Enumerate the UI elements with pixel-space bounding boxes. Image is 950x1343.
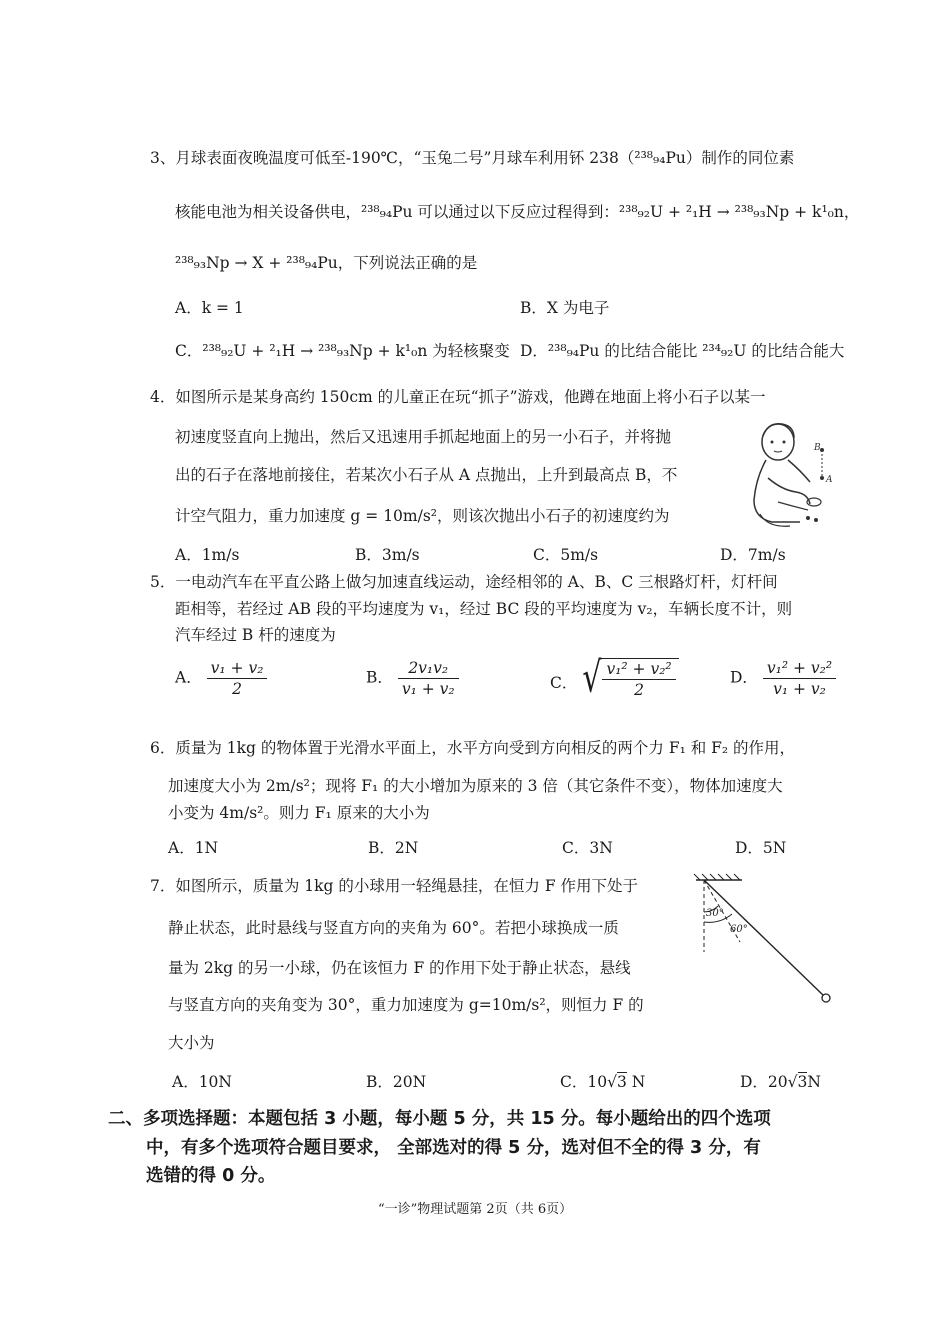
q5-option-b-denominator: v₁ + v₂ xyxy=(401,680,455,698)
q5-option-d-numerator: v₁² + v₂² xyxy=(763,658,836,679)
q3-stem-line2: 核能电池为相关设备供电，²³⁸₉₄Pu 可以通过以下反应过程得到：²³⁸₉₂U + ²₁H → ²³⁸₉₃Np + k¹₀n， xyxy=(175,203,860,221)
q7-stem-line4: 与竖直方向的夹角变为 30°，重力加速度为 g=10m/s²，则恒力 F 的 xyxy=(168,996,644,1014)
q6-stem-line1: 6．质量为 1kg 的物体置于光滑水平面上，水平方向受到方向相反的两个力 F₁ 和 F₂ 的作用， xyxy=(150,739,796,757)
page-footer: “一诊”物理试题第 2页（共 6页） xyxy=(378,1202,573,1217)
q5-option-c-fraction xyxy=(602,659,675,700)
q5-option-b-label: B． xyxy=(366,668,393,687)
q3-option-b: B．X 为电子 xyxy=(520,299,610,317)
section2-heading-line3: 选错的得 0 分。 xyxy=(146,1166,276,1186)
point-a-label: A xyxy=(826,475,833,485)
q7-option-d-prefix: D．20 xyxy=(740,1073,788,1091)
q5-option-b xyxy=(366,658,459,699)
q4-option-d: D．7m/s xyxy=(720,546,786,564)
q3-option-a: A．k = 1 xyxy=(175,299,244,317)
q7-stem-line1: 7．如图所示，质量为 1kg 的小球用一轻绳悬挂，在恒力 F 作用下处于 xyxy=(150,877,639,895)
q6-option-b: B．2N xyxy=(368,839,419,857)
q5-option-b-numerator: 2v₁v₂ xyxy=(398,658,459,679)
q5-option-c-numerator: v₁² + v₂² xyxy=(602,659,675,680)
q5-option-c-radicand xyxy=(599,658,678,700)
q7-option-b: B．20N xyxy=(366,1073,427,1091)
child-playing-figure xyxy=(738,418,838,530)
q4-option-a: A．1m/s xyxy=(175,546,240,564)
q4-stem-line1: 4．如图所示是某身高约 150cm 的儿童正在玩“抓子”游戏，他蹲在地面上将小石子以某一 xyxy=(150,388,766,406)
q4-stem-line2: 初速度竖直向上抛出，然后又迅速用手抓起地面上的另一小石子，并将抛 xyxy=(175,428,672,446)
q5-option-a-numerator: v₁ + v₂ xyxy=(207,658,268,679)
section2-heading-line2: 中，有多个选项符合题目要求， 全部选对的得 5 分，选对但不全的得 3 分，有 xyxy=(146,1138,761,1158)
q5-option-c-denominator: 2 xyxy=(634,681,644,699)
q7-option-c-unit: N xyxy=(631,1073,646,1091)
sqrt-symbol-icon: √ xyxy=(582,653,602,703)
q7-option-c-prefix: C．10 xyxy=(560,1073,608,1091)
sqrt-symbol-icon: √ xyxy=(787,1073,798,1091)
q4-option-c: C．5m/s xyxy=(533,546,599,564)
q5-option-c-label: C． xyxy=(550,674,578,692)
q5-option-d xyxy=(730,658,836,699)
q6-option-d: D．5N xyxy=(735,839,787,857)
q7-option-a: A．10N xyxy=(172,1073,232,1091)
q5-option-a-denominator: 2 xyxy=(232,680,242,698)
q6-stem-line2: 加速度大小为 2m/s²；现将 F₁ 的大小增加为原来的 3 倍（其它条件不变），物体加速度大 xyxy=(168,777,783,795)
q7-option-c-radicand: 3 xyxy=(616,1073,627,1091)
point-b-label: B xyxy=(814,443,821,453)
q5-stem-line3: 汽车经过 B 杆的速度为 xyxy=(175,626,336,644)
q3-stem-line1: 3、月球表面夜晚温度可低至-190℃，“玉兔二号”月球车利用钚 238（²³⁸₉₄Pu）制作的同位素 xyxy=(150,149,795,167)
q7-stem-line3: 量为 2kg 的另一小球，仍在该恒力 F 的作用下处于静止状态，悬线 xyxy=(168,959,631,977)
q5-option-a xyxy=(175,658,267,699)
q7-stem-line5: 大小为 xyxy=(168,1034,215,1052)
angle-30-label: 30° xyxy=(706,908,724,919)
q5-option-d-label: D． xyxy=(730,668,758,687)
q5-option-a-fraction xyxy=(207,658,268,699)
q3-option-c: C．²³⁸₉₂U + ²₁H → ²³⁸₉₃Np + k¹₀n 为轻核聚变 xyxy=(175,342,510,360)
q7-option-c xyxy=(560,1072,645,1092)
q5-stem-line1: 5．一电动汽车在平直公路上做匀加速直线运动，途经相邻的 A、B、C 三根路灯杆，灯杆间 xyxy=(150,573,778,591)
q5-option-d-denominator: v₁ + v₂ xyxy=(773,680,826,698)
q5-option-a-label: A． xyxy=(175,668,202,687)
q4-stem-line3: 出的石子在落地前接住，若某次小石子从 A 点抛出，上升到最高点 B，不 xyxy=(175,466,678,484)
q6-stem-line3: 小变为 4m/s²。则力 F₁ 原来的大小为 xyxy=(168,804,430,822)
section2-heading-line1: 二、多项选择题：本题包括 3 小题，每小题 5 分，共 15 分。每小题给出的四个选项 xyxy=(108,1109,771,1129)
q4-option-b: B．3m/s xyxy=(355,546,420,564)
q5-option-c-sqrt xyxy=(582,653,678,703)
sqrt-symbol-icon: √ xyxy=(607,1073,617,1091)
angle-60-label: 60° xyxy=(730,924,748,935)
pendulum-figure xyxy=(690,872,840,1008)
q3-option-d: D．²³⁸₉₄Pu 的比结合能比 ²³⁴₉₂U 的比结合能大 xyxy=(520,342,845,360)
q7-option-d xyxy=(740,1072,821,1092)
q5-option-d-fraction xyxy=(763,658,836,699)
q4-stem-line4: 计空气阻力，重力加速度 g = 10m/s²，则该次抛出小石子的初速度约为 xyxy=(175,507,670,525)
q7-stem-line2: 静止状态，此时悬线与竖直方向的夹角为 60°。若把小球换成一质 xyxy=(168,919,619,937)
q5-stem-line2: 距相等，若经过 AB 段的平均速度为 v₁，经过 BC 段的平均速度为 v₂，车辆长度不计，则 xyxy=(175,600,793,618)
q6-option-c: C．3N xyxy=(562,839,613,857)
q7-option-d-unit: N xyxy=(807,1073,821,1091)
q3-stem-line3: ²³⁸₉₃Np → X + ²³⁸₉₄Pu，下列说法正确的是 xyxy=(175,254,478,272)
q7-option-d-radicand: 3 xyxy=(797,1073,808,1091)
q6-option-a: A．1N xyxy=(168,839,219,857)
q5-option-b-fraction xyxy=(398,658,459,699)
q5-option-c xyxy=(550,653,679,703)
